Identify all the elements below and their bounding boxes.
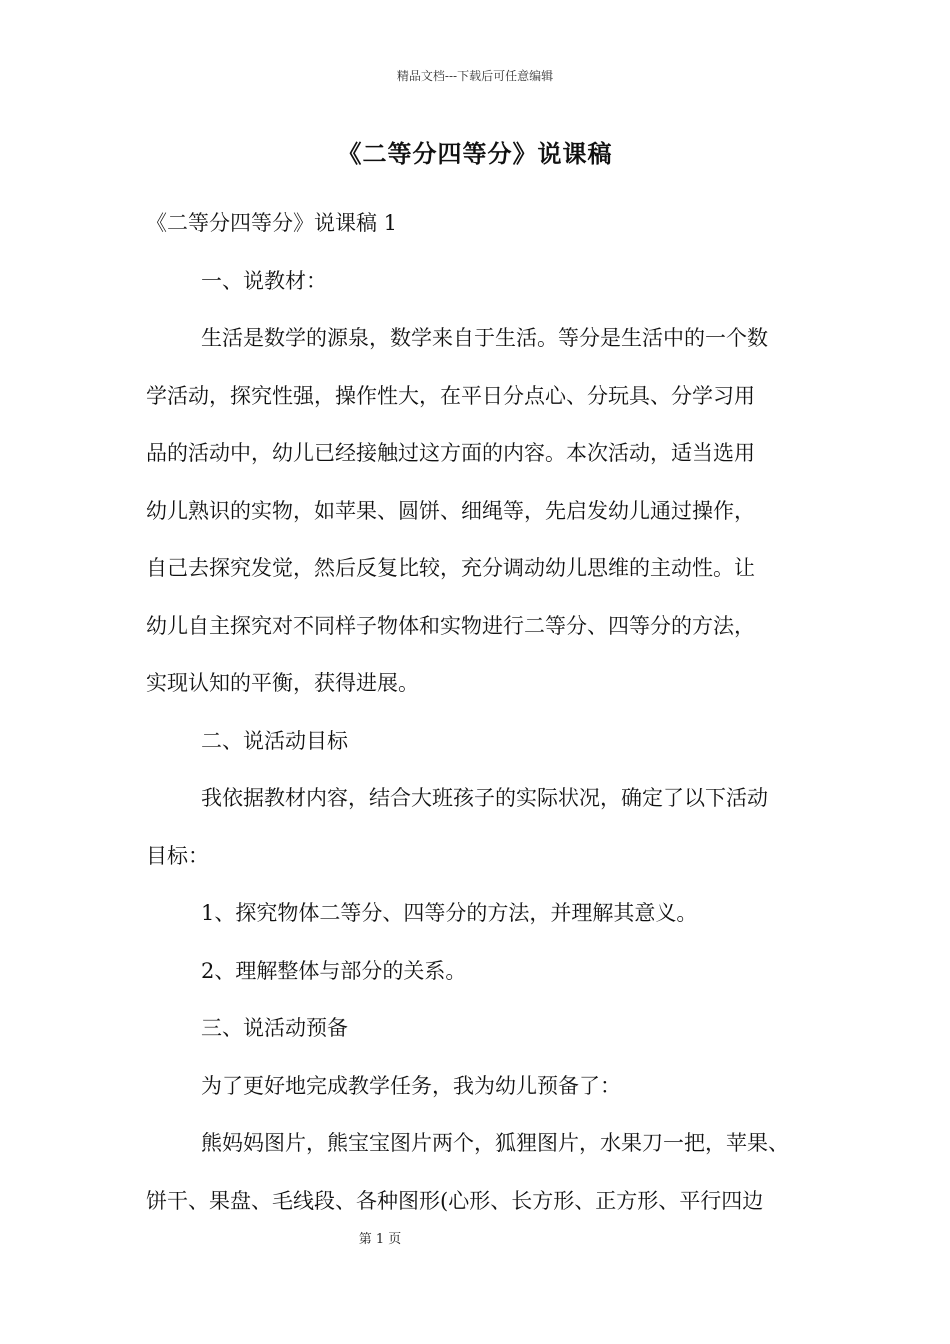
body-line: 为了更好地完成教学任务，我为幼儿预备了： xyxy=(201,1073,621,1098)
body-line: 目标： xyxy=(146,843,209,868)
page-footer: 第 1 页 xyxy=(358,1232,402,1247)
body-line: 《二等分四等分》说课稿 1 xyxy=(146,211,398,235)
body-line: 三、说活动预备 xyxy=(201,1016,348,1040)
body-line: 生活是数学的源泉，数学来自于生活。等分是生活中的一个数 xyxy=(201,326,768,350)
page-header: 精品文档---下载后可任意编辑 xyxy=(396,69,554,83)
body-line: 二、说活动目标 xyxy=(201,728,348,753)
body-line: 熊妈妈图片，熊宝宝图片两个，狐狸图片，水果刀一把，苹果、 xyxy=(201,1131,789,1155)
body-line: 实现认知的平衡，获得进展。 xyxy=(146,671,419,695)
body-line: 一、说教材： xyxy=(201,268,327,293)
body-line: 幼儿自主探究对不同样子物体和实物进行二等分、四等分的方法， xyxy=(146,613,755,638)
body-line: 我依据教材内容，结合大班孩子的实际状况，确定了以下活动 xyxy=(201,786,768,810)
body-line: 学活动，探究性强，操作性大，在平日分点心、分玩具、分学习用 xyxy=(146,383,755,408)
document-title: 《二等分四等分》说课稿 xyxy=(337,139,613,168)
document-body xyxy=(146,203,811,1238)
body-line: 幼儿熟识的实物，如苹果、圆饼、细绳等，先启发幼儿通过操作， xyxy=(146,498,755,523)
body-line: 饼干、果盘、毛线段、各种图形(心形、长方形、正方形、平行四边 xyxy=(146,1188,764,1213)
body-line: 2、理解整体与部分的关系。 xyxy=(201,958,467,983)
body-line: 品的活动中，幼儿已经接触过这方面的内容。本次活动，适当选用 xyxy=(146,441,755,465)
body-line: 自己去探究发觉，然后反复比较，充分调动幼儿思维的主动性。让 xyxy=(146,556,755,580)
body-line: 1、探究物体二等分、四等分的方法，并理解其意义。 xyxy=(201,901,698,925)
